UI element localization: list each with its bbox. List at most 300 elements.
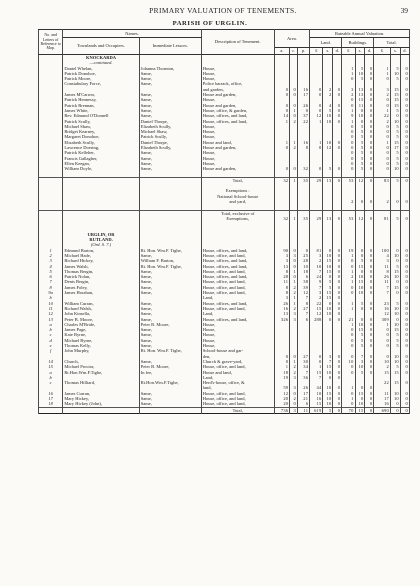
area-value: 8 <box>274 285 289 290</box>
total-value: 0 <box>400 258 409 263</box>
land-value: 0 <box>333 140 342 145</box>
total-value: 15 <box>390 97 400 102</box>
immediate-lessor: Patrick Scully, <box>139 134 201 139</box>
area-value: 1 <box>274 119 289 124</box>
occupier-name: Francis Gallagher, <box>63 156 139 161</box>
land-value: 15 <box>323 269 333 274</box>
immediate-lessor: Same, <box>139 301 201 306</box>
area-value: 13 <box>274 264 289 269</box>
immediate-lessor: Same, <box>139 391 201 396</box>
land-value: 0 <box>333 264 342 269</box>
land-value: 0 <box>333 279 342 284</box>
area-value: 36 <box>297 375 309 380</box>
total-value: 0 <box>374 327 391 332</box>
land-value: 9 <box>310 279 323 284</box>
total-value: 22 <box>374 380 391 385</box>
area-value: 34 <box>297 364 309 369</box>
land-value: 0 <box>333 370 342 375</box>
buildings-value: 0 <box>355 248 365 253</box>
tenement-description: Police barrack, office, <box>201 81 274 86</box>
land-value: 10 <box>323 119 333 124</box>
immediate-lessor: Same, <box>139 92 201 97</box>
immediate-lessor: Same, <box>139 338 201 343</box>
total-value: 5 <box>390 156 400 161</box>
total-value: 0 <box>400 66 409 71</box>
occupier-name: Patrick Kelleher, <box>63 150 139 155</box>
tenement-description: House and land, <box>201 370 274 375</box>
buildings-value: 0 <box>342 332 355 337</box>
occupier-name: Constabulary Force, <box>63 81 139 86</box>
tenement-description: House, <box>201 71 274 76</box>
buildings-value: 19 <box>342 248 355 253</box>
land-value: 0 <box>323 375 333 380</box>
unit-r: r. <box>290 48 298 55</box>
area-value: 8 <box>274 290 289 295</box>
land-value: 1 <box>310 140 323 145</box>
buildings-value: 0 <box>365 290 374 295</box>
total-value: 17 <box>390 145 400 150</box>
buildings-value: 0 <box>365 161 374 166</box>
tenement-description: House, <box>201 124 274 129</box>
col-townlands: Townlands and Occupiers. <box>63 38 139 55</box>
map-reference: d <box>39 338 63 343</box>
land-value: 22 <box>310 301 323 306</box>
occupier-name: Peter B. Moore, <box>63 317 139 322</box>
area-value: 2 <box>290 370 298 375</box>
buildings-value: 0 <box>342 129 355 134</box>
total-value: 0 <box>400 391 409 396</box>
tenement-description: House, offices, and land, <box>201 317 274 322</box>
immediate-lessor: Same, <box>139 113 201 118</box>
total-value: 0 <box>400 401 409 407</box>
land-value: 0 <box>333 391 342 396</box>
total-value: 5 <box>390 343 400 348</box>
area-value: 7 <box>297 295 309 300</box>
immediate-lessor: Same, <box>139 269 201 274</box>
buildings-value: 0 <box>342 370 355 375</box>
immediate-lessor: Same, <box>139 274 201 279</box>
land-value: 10 <box>310 264 323 269</box>
occupier-name: Ellen Keegan, <box>63 161 139 166</box>
land-value: 10 <box>323 140 333 145</box>
tenement-description: House, office, and land, <box>201 391 274 396</box>
land-value: 10 <box>323 385 333 390</box>
map-reference: e <box>39 343 63 348</box>
area-value: 326 <box>274 317 289 322</box>
tenement-description: House, offices, and land, <box>201 274 274 279</box>
land-value: 0 <box>333 269 342 274</box>
total-value: 26 <box>374 274 391 279</box>
total-value: 15 <box>390 140 400 145</box>
land-value: 288 <box>310 317 323 322</box>
land-value: 7 <box>310 375 323 380</box>
land-value: 15 <box>323 258 333 263</box>
buildings-value: 0 <box>365 338 374 343</box>
area-value: 0 <box>290 92 298 97</box>
immediate-lessor: Same, <box>139 156 201 161</box>
area-value: 13 <box>274 311 289 316</box>
land-value: 10 <box>323 401 333 407</box>
buildings-value: 0 <box>365 279 374 284</box>
occupier-name: Rev. Edmund O'Donnell <box>63 113 139 118</box>
land-value: 15 <box>323 290 333 295</box>
land-value: 4 <box>323 103 333 108</box>
land-value: 5 <box>323 279 333 284</box>
area-value: 1 <box>290 140 298 145</box>
map-reference: 17 <box>39 396 63 401</box>
col-names: Names. <box>63 30 201 38</box>
immediate-lessor: Same, <box>139 161 201 166</box>
land-value: 0 <box>333 285 342 290</box>
area-value: 39 <box>297 285 309 290</box>
area-value: 26 <box>297 103 309 108</box>
area-value: 0 <box>290 103 298 108</box>
buildings-value: 0 <box>342 258 355 263</box>
total-value: 0 <box>374 134 391 139</box>
occupier-name: James Curran, <box>63 391 139 396</box>
buildings-value: 10 <box>355 71 365 76</box>
buildings-value: 0 <box>365 66 374 71</box>
land-value: 0 <box>333 258 342 263</box>
total-value: 0 <box>390 279 400 284</box>
area-value: 0 <box>274 166 289 171</box>
land-value: 15 <box>310 401 323 407</box>
land-value: 0 <box>310 87 323 92</box>
buildings-value: 0 <box>342 327 355 332</box>
immediate-lessor: Rt. Hon. Wm.F. Tighe, <box>139 348 201 353</box>
immediate-lessor: Same, <box>139 71 201 76</box>
col-ref: No. and Letters of Reference to Map. <box>39 30 63 55</box>
total-value: 10 <box>390 253 400 258</box>
area-value: 8 <box>297 145 309 150</box>
tenement-description: House, office, and land, <box>201 401 274 407</box>
immediate-lessor: Same, <box>139 396 201 401</box>
buildings-value: 0 <box>342 391 355 396</box>
area-value: 37 <box>297 113 309 118</box>
map-reference: 11 <box>39 306 63 311</box>
buildings-value: 0 <box>355 306 365 311</box>
total-value: 0 <box>400 407 409 413</box>
total-value: 0 <box>374 145 391 150</box>
total-value: 0 <box>400 150 409 155</box>
tenement-description: House and land, <box>201 140 274 145</box>
area-value: 1 <box>290 359 298 364</box>
immediate-lessor: Same, <box>139 97 201 102</box>
area-value: 18 <box>297 269 309 274</box>
area-value: 3 <box>274 258 289 263</box>
tenement-description: House, office, and land, <box>201 285 274 290</box>
total-row <box>39 407 410 413</box>
buildings-value: 0 <box>365 92 374 97</box>
land-value: 10 <box>310 391 323 396</box>
total-value: 11 <box>374 264 391 269</box>
area-value: 0 <box>290 264 298 269</box>
immediate-lessor: Rt. Hon. Wm.F. Tighe, <box>139 264 201 269</box>
map-reference: b <box>39 375 63 380</box>
unit-pounds: £ <box>310 48 323 55</box>
tenement-description: House, <box>201 156 274 161</box>
running-head <box>38 6 408 18</box>
land-value: 13 <box>323 216 333 221</box>
unit-p: p. <box>297 48 309 55</box>
immediate-lessor: Same, <box>139 290 201 295</box>
total-value: 10 <box>390 311 400 316</box>
map-reference: b <box>39 295 63 300</box>
area-value: 28 <box>274 274 289 279</box>
buildings-value: 5 <box>355 343 365 348</box>
tenement-description: den, <box>201 354 274 359</box>
total-value: 0 <box>400 264 409 269</box>
total-value: 10 <box>390 396 400 401</box>
area-value: 0 <box>290 354 298 359</box>
buildings-value: 0 <box>365 343 374 348</box>
map-reference: 1 <box>39 248 63 253</box>
tenement-description: House, offices, and land, <box>201 119 274 124</box>
occupier-name: James Foley, <box>63 285 139 290</box>
map-reference: 7 <box>39 279 63 284</box>
immediate-lessor: Rt. Hon. Wm.F. Tighe, <box>139 248 201 253</box>
occupier-name: (Ord. S. 7.) <box>63 242 139 247</box>
parish-title: PARISH OF URGLIN. <box>172 20 248 27</box>
total-value: 15 <box>390 269 400 274</box>
unit-pounds: £ <box>374 48 391 55</box>
total-value: 0 <box>400 108 409 113</box>
occupier-name: Patrick Donohoe, <box>63 71 139 76</box>
buildings-value: 5 <box>355 66 365 71</box>
land-value: 0 <box>323 274 333 279</box>
area-value: 3 <box>274 295 289 300</box>
tenement-description: House, <box>201 76 274 81</box>
occupier-name: William Curran, <box>63 301 139 306</box>
map-reference <box>39 407 63 413</box>
land-value: 0 <box>333 290 342 295</box>
total-value: 0 <box>374 166 391 171</box>
buildings-value: 0 <box>342 103 355 108</box>
map-reference: 14 <box>39 359 63 364</box>
land-value: 0 <box>310 354 323 359</box>
total-value: 0 <box>374 76 391 81</box>
land-value: 10 <box>323 306 333 311</box>
area-value: 2 <box>290 396 298 401</box>
map-reference: 5 <box>39 269 63 274</box>
tenement-description: House and garden, <box>201 166 274 171</box>
total-value: 0 <box>400 370 409 375</box>
immediate-lessor: Same, <box>139 279 201 284</box>
total-value: 0 <box>390 113 400 118</box>
total-value: 0 <box>390 248 400 253</box>
occupier-name: URGLIN, OR <box>63 232 139 237</box>
occupier-name: Charles M'Bride, <box>63 322 139 327</box>
occupier-name: Mary Hickey (John), <box>63 401 139 407</box>
land-value: 2 <box>323 87 333 92</box>
table-row <box>39 364 410 369</box>
buildings-value: 2 <box>342 274 355 279</box>
occupier-name: John Murphy, <box>63 348 139 353</box>
tenement-description: House, offices, and land, <box>201 264 274 269</box>
buildings-value: 53 <box>342 177 355 183</box>
buildings-value: 15 <box>355 407 365 413</box>
total-value: 0 <box>400 364 409 369</box>
total-value: 0 <box>400 290 409 295</box>
total-value: 0 <box>390 258 400 263</box>
land-value: 0 <box>333 354 342 359</box>
area-value: 3 <box>290 311 298 316</box>
land-value: 0 <box>333 253 342 258</box>
total-value: 100 <box>374 248 391 253</box>
buildings-value: 10 <box>355 322 365 327</box>
total-value: 15 <box>390 327 400 332</box>
total-value: 0 <box>400 216 409 221</box>
occupier-name: RUTLAND. <box>63 237 139 242</box>
area-value: 1 <box>290 295 298 300</box>
land-value: 0 <box>333 166 342 171</box>
total-value: 5 <box>390 264 400 269</box>
tenement-description: and yard, <box>201 199 274 204</box>
occupier-name: Kate Byrne, <box>63 332 139 337</box>
area-value: 12 <box>297 290 309 295</box>
buildings-value: 0 <box>365 156 374 161</box>
tenement-description: House, <box>201 343 274 348</box>
land-value: 81 <box>310 248 323 253</box>
buildings-value: 0 <box>365 76 374 81</box>
land-value: 29 <box>310 177 323 183</box>
tenement-description: Total, <box>201 407 274 413</box>
immediate-lessor: Same, <box>139 166 201 171</box>
total-value: 4 <box>374 253 391 258</box>
total-value: 15 <box>390 87 400 92</box>
occupier-name: James Page, <box>63 327 139 332</box>
occupier-name: Bridget Kearney, <box>63 129 139 134</box>
total-value: 15 <box>390 92 400 97</box>
buildings-value: 5 <box>355 150 365 155</box>
buildings-value: 0 <box>342 150 355 155</box>
total-value: 3 <box>374 258 391 263</box>
buildings-value: 0 <box>365 119 374 124</box>
total-value: 15 <box>390 380 400 385</box>
total-value: 0 <box>400 306 409 311</box>
land-value: 0 <box>323 317 333 322</box>
buildings-value: 0 <box>355 199 365 204</box>
area-value: 90 <box>274 248 289 253</box>
tenement-description: House and garden, <box>201 92 274 97</box>
buildings-value: 5 <box>355 129 365 134</box>
buildings-value: 9 <box>342 113 355 118</box>
map-reference: c <box>39 380 63 385</box>
buildings-value: 70 <box>342 407 355 413</box>
total-value: 5 <box>390 124 400 129</box>
unit-pounds: £ <box>342 48 355 55</box>
buildings-value: 1 <box>342 306 355 311</box>
tenement-description: House, offices, and land, <box>201 258 274 263</box>
total-value: 0 <box>390 317 400 322</box>
immediate-lessor: Same, <box>139 311 201 316</box>
total-value: 0 <box>374 103 391 108</box>
col-land: Land. <box>310 38 342 48</box>
col-lessors: Immediate Lessors. <box>139 38 201 55</box>
area-value: 2 <box>290 364 298 369</box>
land-value: 5 <box>323 166 333 171</box>
land-value: 0 <box>333 364 342 369</box>
land-value: 7 <box>310 285 323 290</box>
occupier-name: Patrick Nolan, <box>63 274 139 279</box>
total-value: 0 <box>374 338 391 343</box>
tenement-description: House, <box>201 327 274 332</box>
immediate-lessor: Same, <box>139 332 201 337</box>
total-value: 0 <box>400 129 409 134</box>
area-value: 14 <box>274 113 289 118</box>
map-reference: 2 <box>39 253 63 258</box>
land-value: 0 <box>333 103 342 108</box>
area-value: 0 <box>274 354 289 359</box>
total-value: 5 <box>390 338 400 343</box>
tenement-description: House, <box>201 66 274 71</box>
table-row <box>39 113 410 118</box>
buildings-value: 5 <box>355 161 365 166</box>
map-reference: c <box>39 332 63 337</box>
occupier-name: Patrick Scully, <box>63 119 139 124</box>
land-value: 10 <box>323 311 333 316</box>
buildings-value: 0 <box>342 290 355 295</box>
occupier-name: Denis Bergin, <box>63 279 139 284</box>
buildings-value: 0 <box>365 401 374 407</box>
area-value: 0 <box>290 166 298 171</box>
total-value: 0 <box>400 145 409 150</box>
total-value: 0 <box>374 156 391 161</box>
total-value: 0 <box>400 285 409 290</box>
buildings-value: 0 <box>365 134 374 139</box>
area-value: 27 <box>297 306 309 311</box>
buildings-value: 0 <box>365 129 374 134</box>
total-value: 81 <box>374 216 391 221</box>
area-value: 32 <box>274 216 289 221</box>
buildings-value: 0 <box>365 97 374 102</box>
occupier-name: KNOCKARDA <box>63 55 139 61</box>
buildings-value: 0 <box>342 140 355 145</box>
map-reference: 9a <box>39 290 63 295</box>
tenement-description: House, <box>201 134 274 139</box>
buildings-value: 0 <box>365 364 374 369</box>
area-value: 0 <box>290 274 298 279</box>
land-value: 15 <box>323 391 333 396</box>
buildings-value: 0 <box>342 364 355 369</box>
total-value: 10 <box>390 71 400 76</box>
land-value: 0 <box>333 108 342 113</box>
immediate-lessor: In fee, <box>139 370 201 375</box>
area-value: 20 <box>274 401 289 407</box>
land-value: 10 <box>323 253 333 258</box>
total-value: 0 <box>400 380 409 385</box>
area-value: 2 <box>290 145 298 150</box>
buildings-value: 0 <box>365 359 374 364</box>
map-reference: 15 <box>39 364 63 369</box>
buildings-value: 5 <box>355 145 365 150</box>
occupier-name: Daniel Whelan, <box>63 66 139 71</box>
land-value: 2 <box>310 295 323 300</box>
map-reference: 16 <box>39 391 63 396</box>
total-value: 10 <box>390 322 400 327</box>
total-value: 1 <box>374 108 391 113</box>
total-value: 15 <box>390 370 400 375</box>
buildings-value: 0 <box>365 124 374 129</box>
land-value: 10 <box>323 264 333 269</box>
total-value: 309 <box>374 317 391 322</box>
tenement-description: School-house and gar- <box>201 348 274 353</box>
tenement-description: House, <box>201 322 274 327</box>
immediate-lessor: Johanna Thornton, <box>139 66 201 71</box>
land-value: 0 <box>333 145 342 150</box>
buildings-value: 12 <box>355 177 365 183</box>
total-value: 0 <box>400 119 409 124</box>
